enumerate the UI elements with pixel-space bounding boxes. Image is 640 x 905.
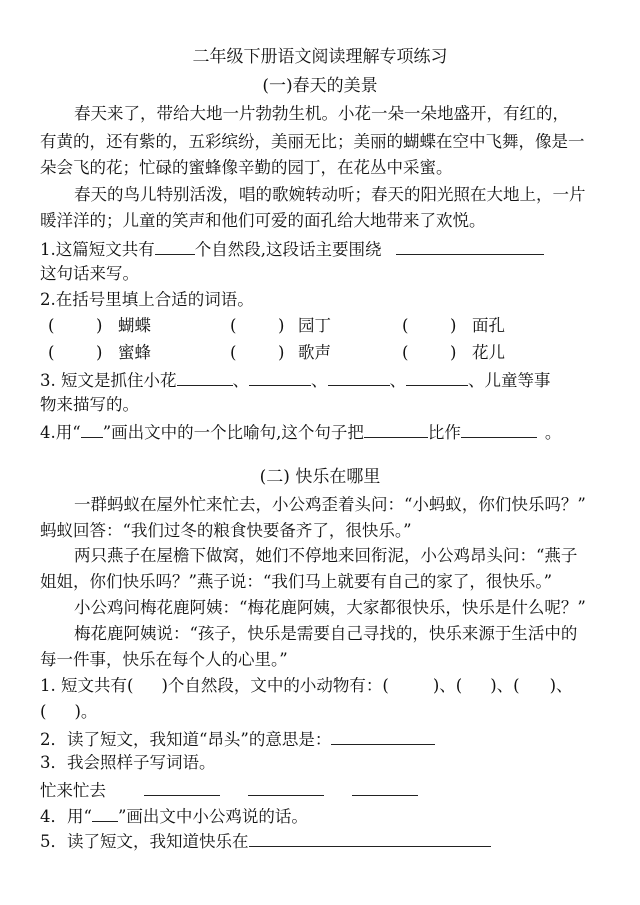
question-2-4	[40, 807, 308, 826]
q2-2-text: 2．读了短文，我知道“昂头”的意思是：	[40, 730, 332, 749]
open-paren: (	[402, 343, 409, 362]
q4-text-a: 4.用“	[40, 423, 81, 442]
q3-text-b: 、儿童等事	[468, 371, 551, 390]
q2-row-1	[40, 318, 620, 336]
q1-continuation: 这句话来写。	[40, 264, 139, 283]
q4-period: 。	[544, 423, 562, 442]
close-paren: )	[278, 343, 285, 362]
question-4	[40, 423, 561, 442]
passage2-heading: (二) 快乐在哪里	[259, 467, 381, 487]
close-paren: )	[278, 316, 285, 335]
passage1-line: 暖洋洋的；儿童的笑声和他们可爱的面孔给大地带来了欢悦。	[40, 211, 486, 230]
happiness-location-blank[interactable]	[249, 832, 491, 847]
question-1	[40, 240, 544, 259]
q2-5-text: 5．读了短文，我知道快乐在	[40, 832, 249, 851]
main-sentence-blank[interactable]	[396, 240, 544, 255]
word-label: 歌声	[298, 343, 331, 362]
underline-mark-sample	[81, 423, 103, 438]
word-blank[interactable]	[54, 345, 94, 361]
q2-1-text-b: )个自然段，文中的小动物有：(	[161, 676, 389, 695]
q2-4-text-b: ”画出文中小公鸡说的话。	[117, 807, 308, 826]
word-label: 花儿	[472, 343, 505, 362]
passage2-line: 一群蚂蚁在屋外忙来忙去，小公鸡歪着头问：“小蚂蚁，你们快乐吗？”	[74, 495, 586, 514]
passage2-line: 梅花鹿阿姨说：“孩子，快乐是需要自己寻找的，快乐来源于生活中的	[74, 624, 578, 643]
question-2-1	[40, 678, 573, 695]
word-blank[interactable]	[236, 318, 276, 334]
q2-1-text-c: )、(	[432, 676, 463, 695]
q2-1-continuation	[40, 704, 97, 721]
open-paren: (	[40, 702, 47, 721]
q1-text-b: 个自然段,这段话主要围绕	[194, 240, 382, 259]
q2-3-answers	[40, 781, 418, 800]
open-paren: (	[230, 343, 237, 362]
passage1-line: 有黄的，还有紫的，五彩缤纷，美丽无比；美丽的蝴蝶在空中飞舞，像是一	[40, 132, 585, 151]
passage1-line: 春天的鸟儿特别活泼，唱的歌婉转动听；春天的阳光照在大地上，一片	[74, 185, 586, 204]
q3-text-a: 3. 短文是抓住小花	[40, 371, 177, 390]
underline-mark-sample	[92, 807, 118, 822]
q2-1-text-e: )、	[549, 676, 573, 695]
close-paren: )。	[74, 702, 98, 721]
passage2-line: 蚂蚁回答：“我们过冬的粮食快要备齐了，很快乐。”	[40, 521, 412, 540]
close-paren: )	[450, 343, 457, 362]
meaning-blank[interactable]	[331, 730, 435, 745]
question-2-3: 3．我会照样子写词语。	[40, 753, 216, 772]
q2-row-2	[40, 345, 620, 363]
passage1-heading: (一)春天的美景	[262, 76, 378, 96]
word-blank[interactable]	[408, 318, 448, 334]
describe-blank-1[interactable]	[177, 371, 233, 386]
q2-1-text-d: )、(	[490, 676, 520, 695]
question-2: 2.在括号里填上合适的词语。	[40, 290, 254, 309]
question-2-2	[40, 730, 435, 749]
q3-continuation: 物来描写的。	[40, 395, 139, 414]
separator: 、	[232, 371, 249, 390]
paragraph-count-blank[interactable]	[155, 240, 195, 255]
q2-1-text-a: 1. 短文共有(	[40, 676, 134, 695]
passage2-line: 姐姐，你们快乐吗？”燕子说：“我们马上就要有自己的家了，很快乐。”	[40, 572, 553, 591]
question-3	[40, 371, 551, 390]
passage2-line: 小公鸡问梅花鹿阿姨：“梅花鹿阿姨，大家都很快乐，快乐是什么呢？”	[74, 598, 586, 617]
q4-text-c: 比作	[427, 423, 461, 442]
passage1-line: 春天来了，带给大地一片勃勃生机。小花一朵一朵地盛开，有红的，	[74, 104, 569, 123]
word-label: 蝴蝶	[118, 316, 151, 335]
passage1-line: 朵会飞的花；忙碌的蜜蜂像辛勤的园丁，在花丛中采蜜。	[40, 158, 453, 177]
word-label: 园丁	[298, 316, 331, 335]
word-write-blank-3[interactable]	[352, 781, 418, 796]
close-paren: )	[96, 316, 103, 335]
open-paren: (	[402, 316, 409, 335]
q4-text-b: ”画出文中的一个比喻句,这个句子把	[102, 423, 364, 442]
q1-text-a: 1.这篇短文共有	[40, 240, 155, 259]
describe-blank-3[interactable]	[328, 371, 390, 386]
describe-blank-4[interactable]	[406, 371, 468, 386]
page-title: 二年级下册语文阅读理解专项练习	[192, 47, 448, 67]
question-2-5	[40, 832, 491, 851]
passage2-line: 每一件事，快乐在每个人的心里。”	[40, 650, 288, 669]
compare-subject-blank[interactable]	[364, 423, 428, 438]
separator: 、	[311, 371, 328, 390]
word-blank[interactable]	[236, 345, 276, 361]
separator: 、	[389, 371, 406, 390]
open-paren: (	[48, 316, 55, 335]
open-paren: (	[48, 343, 55, 362]
word-write-blank-2[interactable]	[248, 781, 324, 796]
example-word: 忙来忙去	[40, 781, 106, 800]
word-label: 蜜蜂	[118, 343, 151, 362]
open-paren: (	[230, 316, 237, 335]
word-label: 面孔	[472, 316, 505, 335]
describe-blank-2[interactable]	[249, 371, 311, 386]
q2-4-text-a: 4．用“	[40, 807, 92, 826]
word-write-blank-1[interactable]	[144, 781, 220, 796]
compare-object-blank[interactable]	[461, 423, 537, 438]
passage2-line: 两只燕子在屋檐下做窝，她们不停地来回衔泥，小公鸡昂头问：“燕子	[74, 546, 578, 565]
close-paren: )	[96, 343, 103, 362]
word-blank[interactable]	[54, 318, 94, 334]
word-blank[interactable]	[408, 345, 448, 361]
close-paren: )	[450, 316, 457, 335]
